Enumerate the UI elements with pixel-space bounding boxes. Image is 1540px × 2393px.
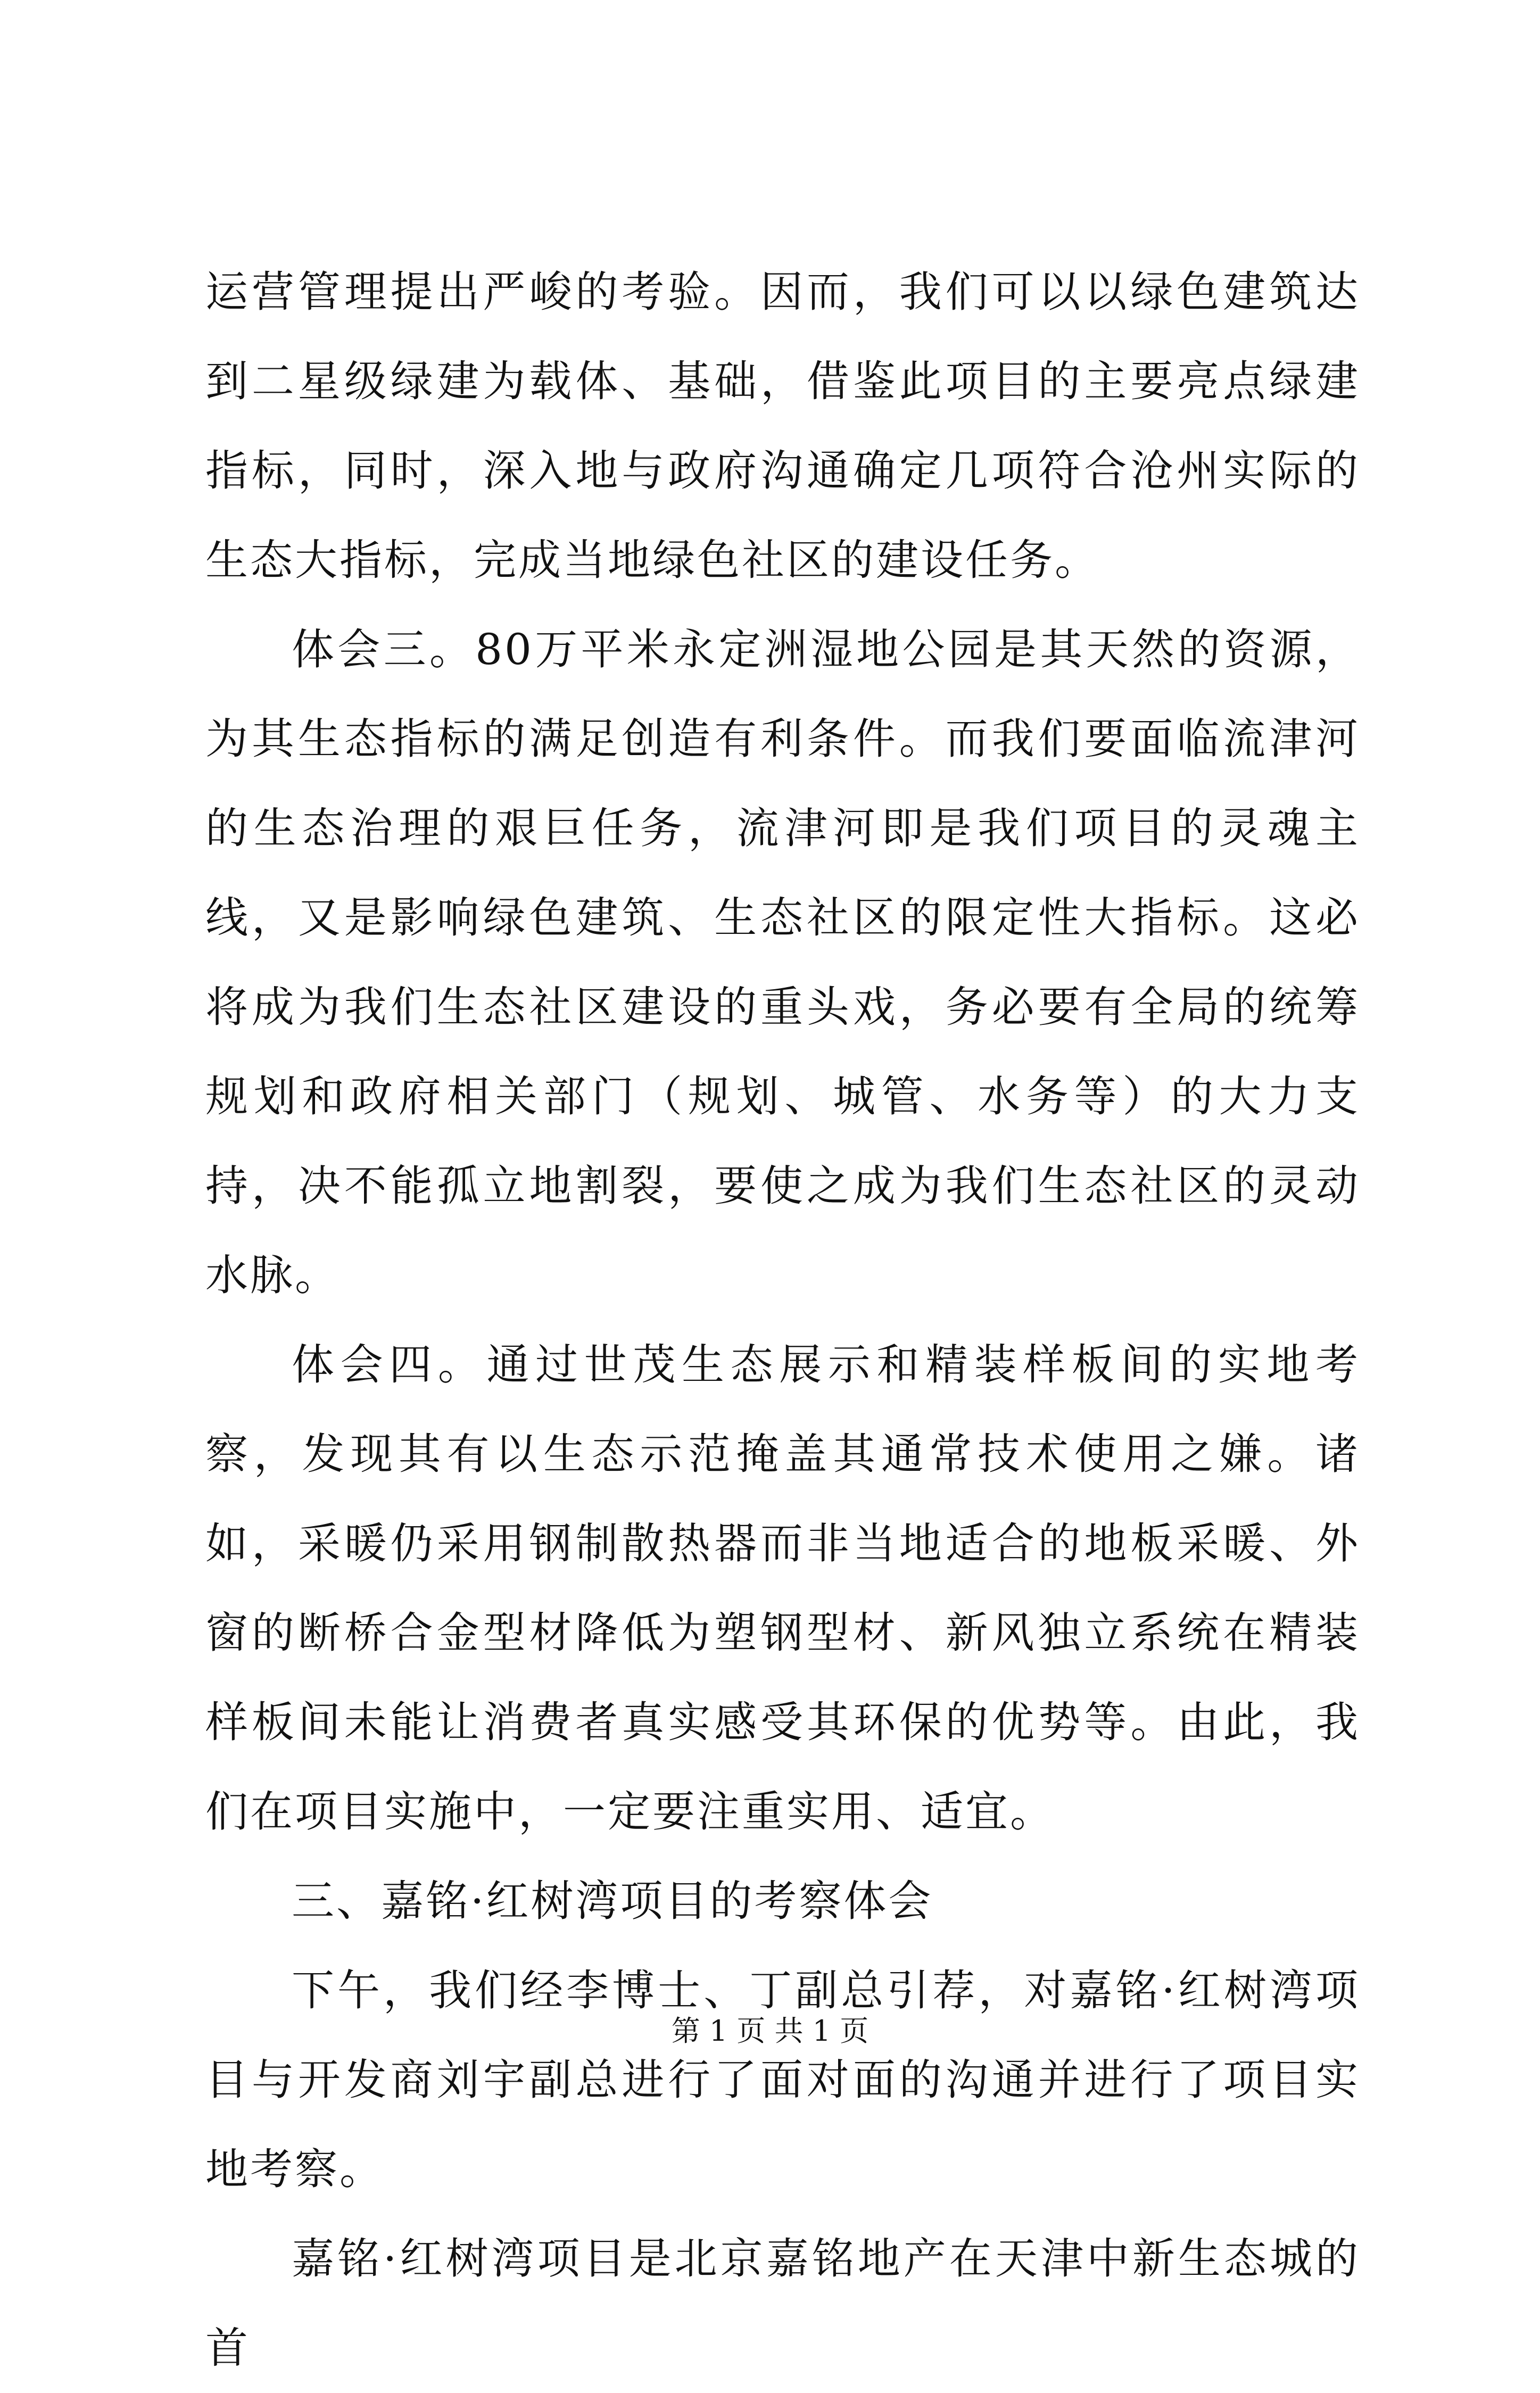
- paragraph-afternoon-visit: 下午，我们经李博士、丁副总引荐，对嘉铭·红树湾项目与开发商刘宇副总进行了面对面的沟通并进行了项目实地考察。: [205, 1966, 1360, 2194]
- paragraph-insight-three: 体会三。80万平米永定洲湿地公园是其天然的资源，为其生态指标的满足创造有利条件。而我们要面临流津河的生态治理的艰巨任务，流津河即是我们项目的灵魂主线，又是影响绿色建筑、生态社区的限定性大指标。这必将成为我们生态社区建设的重头戏，务必要有全局的统筹规划和政府相关部门（规划、城管、水务等）的大力支持，决不能孤立地割裂，要使之成为我们生态社区的灵动水脉。: [205, 625, 1360, 1300]
- paragraph-operation-management: 运营管理提出严峻的考验。因而，我们可以以绿色建筑达到二星级绿建为载体、基础，借鉴此项目的主要亮点绿建指标，同时，深入地与政府沟通确定几项符合沧州实际的生态大指标，完成当地绿色社区的建设任务。: [205, 267, 1360, 585]
- page-number-label: 第 1 页 共 1 页: [671, 2014, 869, 2048]
- paragraph-insight-four: 体会四。通过世茂生态展示和精装样板间的实地考察，发现其有以生态示范掩盖其通常技术使用之嫌。诸如，采暖仍采用钢制散热器而非当地适合的地板采暖、外窗的断桥合金型材降低为塑钢型材、新风独立系统在精装样板间未能让消费者真实感受其环保的优势等。由此，我们在项目实施中，一定要注重实用、适宜。: [205, 1340, 1360, 1836]
- page-footer: [0, 2013, 1540, 2050]
- document-body: [205, 247, 1360, 2393]
- section-heading-jiaming-hongshuwan: 三、嘉铭·红树湾项目的考察体会: [292, 1876, 933, 1926]
- paragraph-project-intro: 嘉铭·红树湾项目是北京嘉铭地产在天津中新生态城的首: [205, 2234, 1360, 2373]
